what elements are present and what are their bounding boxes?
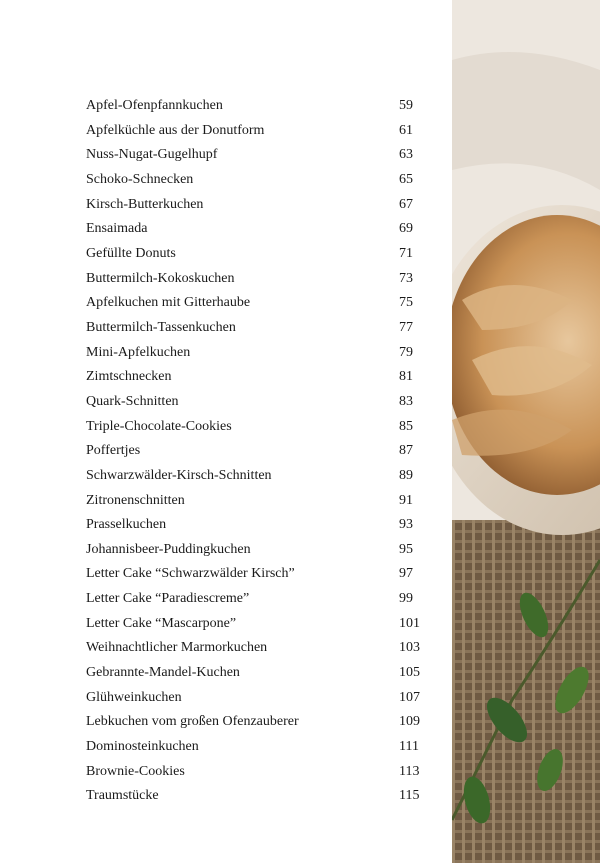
toc-entry-page: 65 [399, 171, 413, 187]
toc-entry-page: 115 [399, 788, 420, 804]
toc-entry-page: 107 [399, 689, 420, 705]
toc-entry-title: Schoko-Schnecken [86, 171, 194, 187]
toc-entry-page: 67 [399, 196, 413, 212]
toc-entry-title: Ensaimada [86, 221, 148, 237]
toc-entry [86, 490, 426, 515]
toc-entry [86, 563, 426, 588]
toc-entry-page: 71 [399, 245, 413, 261]
toc-entry-title: Gefüllte Donuts [86, 245, 176, 261]
toc-entry [86, 662, 426, 687]
toc-entry [86, 169, 426, 194]
toc-entry-page: 89 [399, 467, 413, 483]
toc-entry-title: Apfel-Ofenpfannkuchen [86, 98, 223, 113]
toc-entry-page: 85 [399, 418, 413, 434]
toc-entry [86, 514, 426, 539]
toc-entry [86, 95, 426, 120]
toc-entry-title: Mini-Apfelkuchen [86, 344, 191, 360]
toc-entry [86, 218, 426, 243]
toc-entry-title: Prasselkuchen [86, 517, 167, 533]
toc-entry-title: Letter Cake “Paradiescreme” [86, 591, 250, 607]
toc-entry-title: Schwarzwälder-Kirsch-Schnitten [86, 467, 272, 483]
toc-entry [86, 366, 426, 391]
toc-entry-page: 79 [399, 344, 413, 360]
toc-entry [86, 539, 426, 564]
toc-entry-title: Poffertjes [86, 443, 141, 459]
toc-entry-page: 91 [399, 492, 413, 508]
toc-entry-title: Letter Cake “Schwarzwälder Kirsch” [86, 566, 295, 582]
toc-entry-title: Glühweinkuchen [86, 689, 182, 705]
toc-entry-page: 97 [399, 566, 413, 582]
toc-entry-title: Apfelküchle aus der Donutform [86, 122, 265, 138]
toc-entry-title: Letter Cake “Mascarpone” [86, 615, 237, 631]
toc-entry-page: 103 [399, 640, 420, 656]
toc-entry-title: Buttermilch-Kokoskuchen [86, 270, 235, 286]
toc-entry [86, 687, 426, 712]
toc-entry [86, 194, 426, 219]
toc-entry-page: 63 [399, 147, 413, 163]
toc-entry-page: 83 [399, 393, 413, 409]
cake-photo [452, 0, 600, 863]
toc-entry-page: 81 [399, 369, 413, 385]
toc-entry [86, 785, 426, 810]
toc-entry-title: Buttermilch-Tassenkuchen [86, 319, 236, 335]
toc-entry-page: 73 [399, 270, 413, 286]
toc-entry [86, 711, 426, 736]
toc-entry-title: Zimtschnecken [86, 369, 172, 385]
toc-entry-page: 95 [399, 541, 413, 557]
toc-entry-page: 77 [399, 319, 413, 335]
toc-entry [86, 416, 426, 441]
toc-entry-page: 105 [399, 665, 420, 681]
toc-entry [86, 736, 426, 761]
toc-entry-title: Kirsch-Butterkuchen [86, 196, 204, 212]
toc-entry-title: Brownie-Cookies [86, 763, 185, 779]
toc-entry-title: Weihnachtlicher Marmorkuchen [86, 640, 268, 656]
toc-entry-page: 109 [399, 714, 420, 730]
toc-entry [86, 391, 426, 416]
toc-entry [86, 292, 426, 317]
toc-entry-page: 113 [399, 763, 420, 779]
table-of-contents [86, 95, 426, 810]
toc-entry-title: Traumstücke [86, 788, 159, 804]
toc-entry-title: Nuss-Nugat-Gugelhupf [86, 147, 218, 163]
toc-entry [86, 243, 426, 268]
toc-entry-page: 93 [399, 517, 413, 533]
toc-entry [86, 613, 426, 638]
toc-entry [86, 144, 426, 169]
toc-entry-page: 111 [399, 739, 419, 755]
toc-entry [86, 317, 426, 342]
toc-entry [86, 268, 426, 293]
toc-entry [86, 637, 426, 662]
toc-entry-page: 69 [399, 221, 413, 237]
toc-entry [86, 465, 426, 490]
toc-entry-title: Lebkuchen vom großen Ofenzauberer [86, 714, 299, 730]
toc-entry-page: 87 [399, 443, 413, 459]
toc-entry-title: Gebrannte-Mandel-Kuchen [86, 665, 240, 681]
toc-entry-title: Triple-Chocolate-Cookies [86, 418, 232, 434]
cake-photo-illustration [452, 0, 600, 863]
toc-entry [86, 342, 426, 367]
toc-entry-title: Apfelkuchen mit Gitterhaube [86, 295, 251, 311]
toc-entry-page: 99 [399, 591, 413, 607]
toc-entry [86, 761, 426, 786]
toc-entry-title: Quark-Schnitten [86, 393, 179, 409]
toc-entry [86, 588, 426, 613]
toc-entry-page: 61 [399, 122, 413, 138]
toc-entry-title: Zitronenschnitten [86, 492, 185, 508]
toc-entry [86, 440, 426, 465]
toc-entry-page: 75 [399, 295, 413, 311]
toc-entry-page: 59 [399, 98, 413, 113]
toc-entry-title: Johannisbeer-Puddingkuchen [86, 541, 251, 557]
toc-entry [86, 120, 426, 145]
toc-entry-page: 101 [399, 615, 420, 631]
toc-entry-title: Dominosteinkuchen [86, 739, 199, 755]
